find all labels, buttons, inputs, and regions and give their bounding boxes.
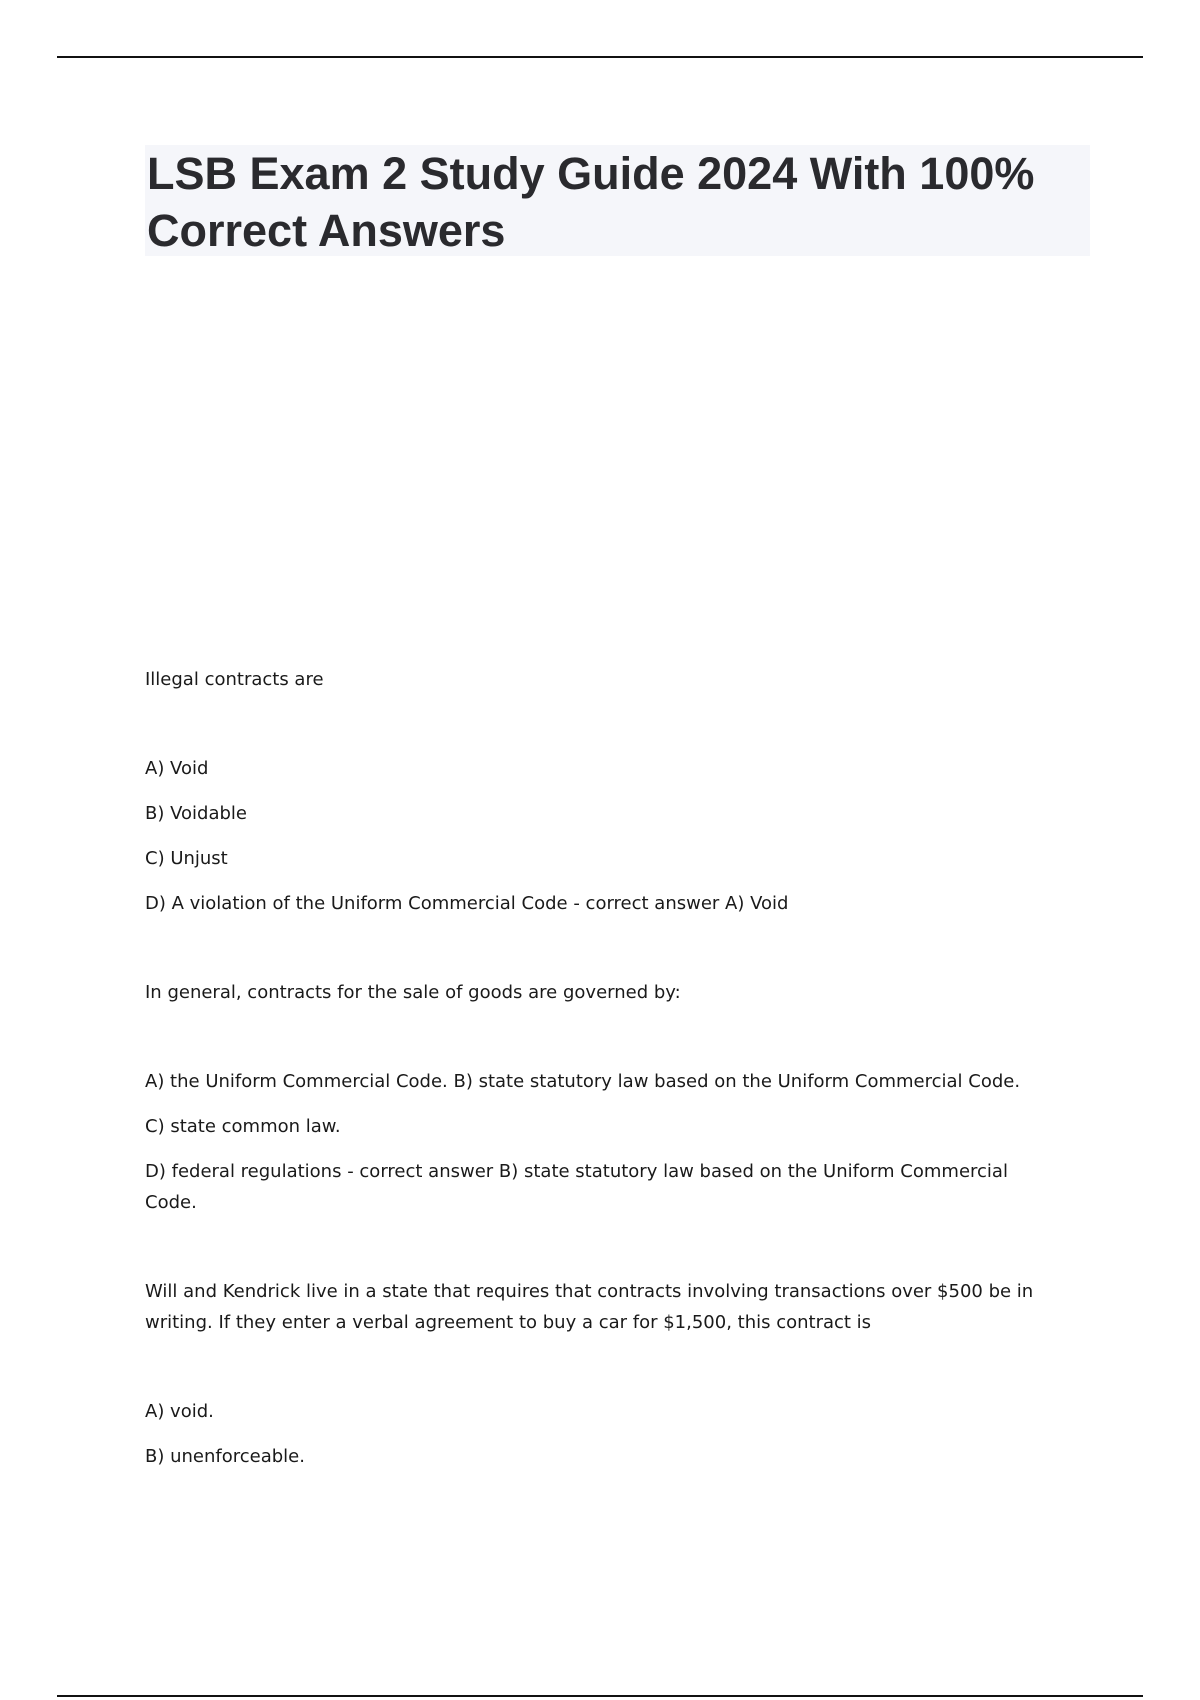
questions-section [145,664,1065,1472]
answer-option: B) unenforceable. [145,1446,305,1467]
answer-option: D) A violation of the Uniform Commercial Code - correct answer A) Void [145,893,789,914]
question-block [145,1276,1065,1472]
question-block [145,977,1065,1218]
answer-option: A) the Uniform Commercial Code. B) state statutory law based on the Uniform Commercial Code. [145,1071,1021,1092]
answer-option: C) state common law. [145,1116,341,1137]
answer-option: C) Unjust [145,848,228,869]
question-prompt: Will and Kendrick live in a state that requires that contracts involving transactions over $500 be in writing. If they enter a verbal agreement to buy a car for $1,500, this contract is [145,1281,1034,1333]
question-prompt: Illegal contracts are [145,669,324,690]
answer-option: D) federal regulations - correct answer B) state statutory law based on the Uniform Commercial Code. [145,1161,1008,1213]
answer-option: A) void. [145,1401,214,1422]
document-title: LSB Exam 2 Study Guide 2024 With 100% Correct Answers [147,148,1035,256]
answer-option: A) Void [145,758,209,779]
question-prompt: In general, contracts for the sale of goods are governed by: [145,982,681,1003]
answer-option: B) Voidable [145,803,247,824]
top-rule [57,56,1143,58]
bottom-rule [57,1695,1143,1697]
question-block [145,664,1065,919]
